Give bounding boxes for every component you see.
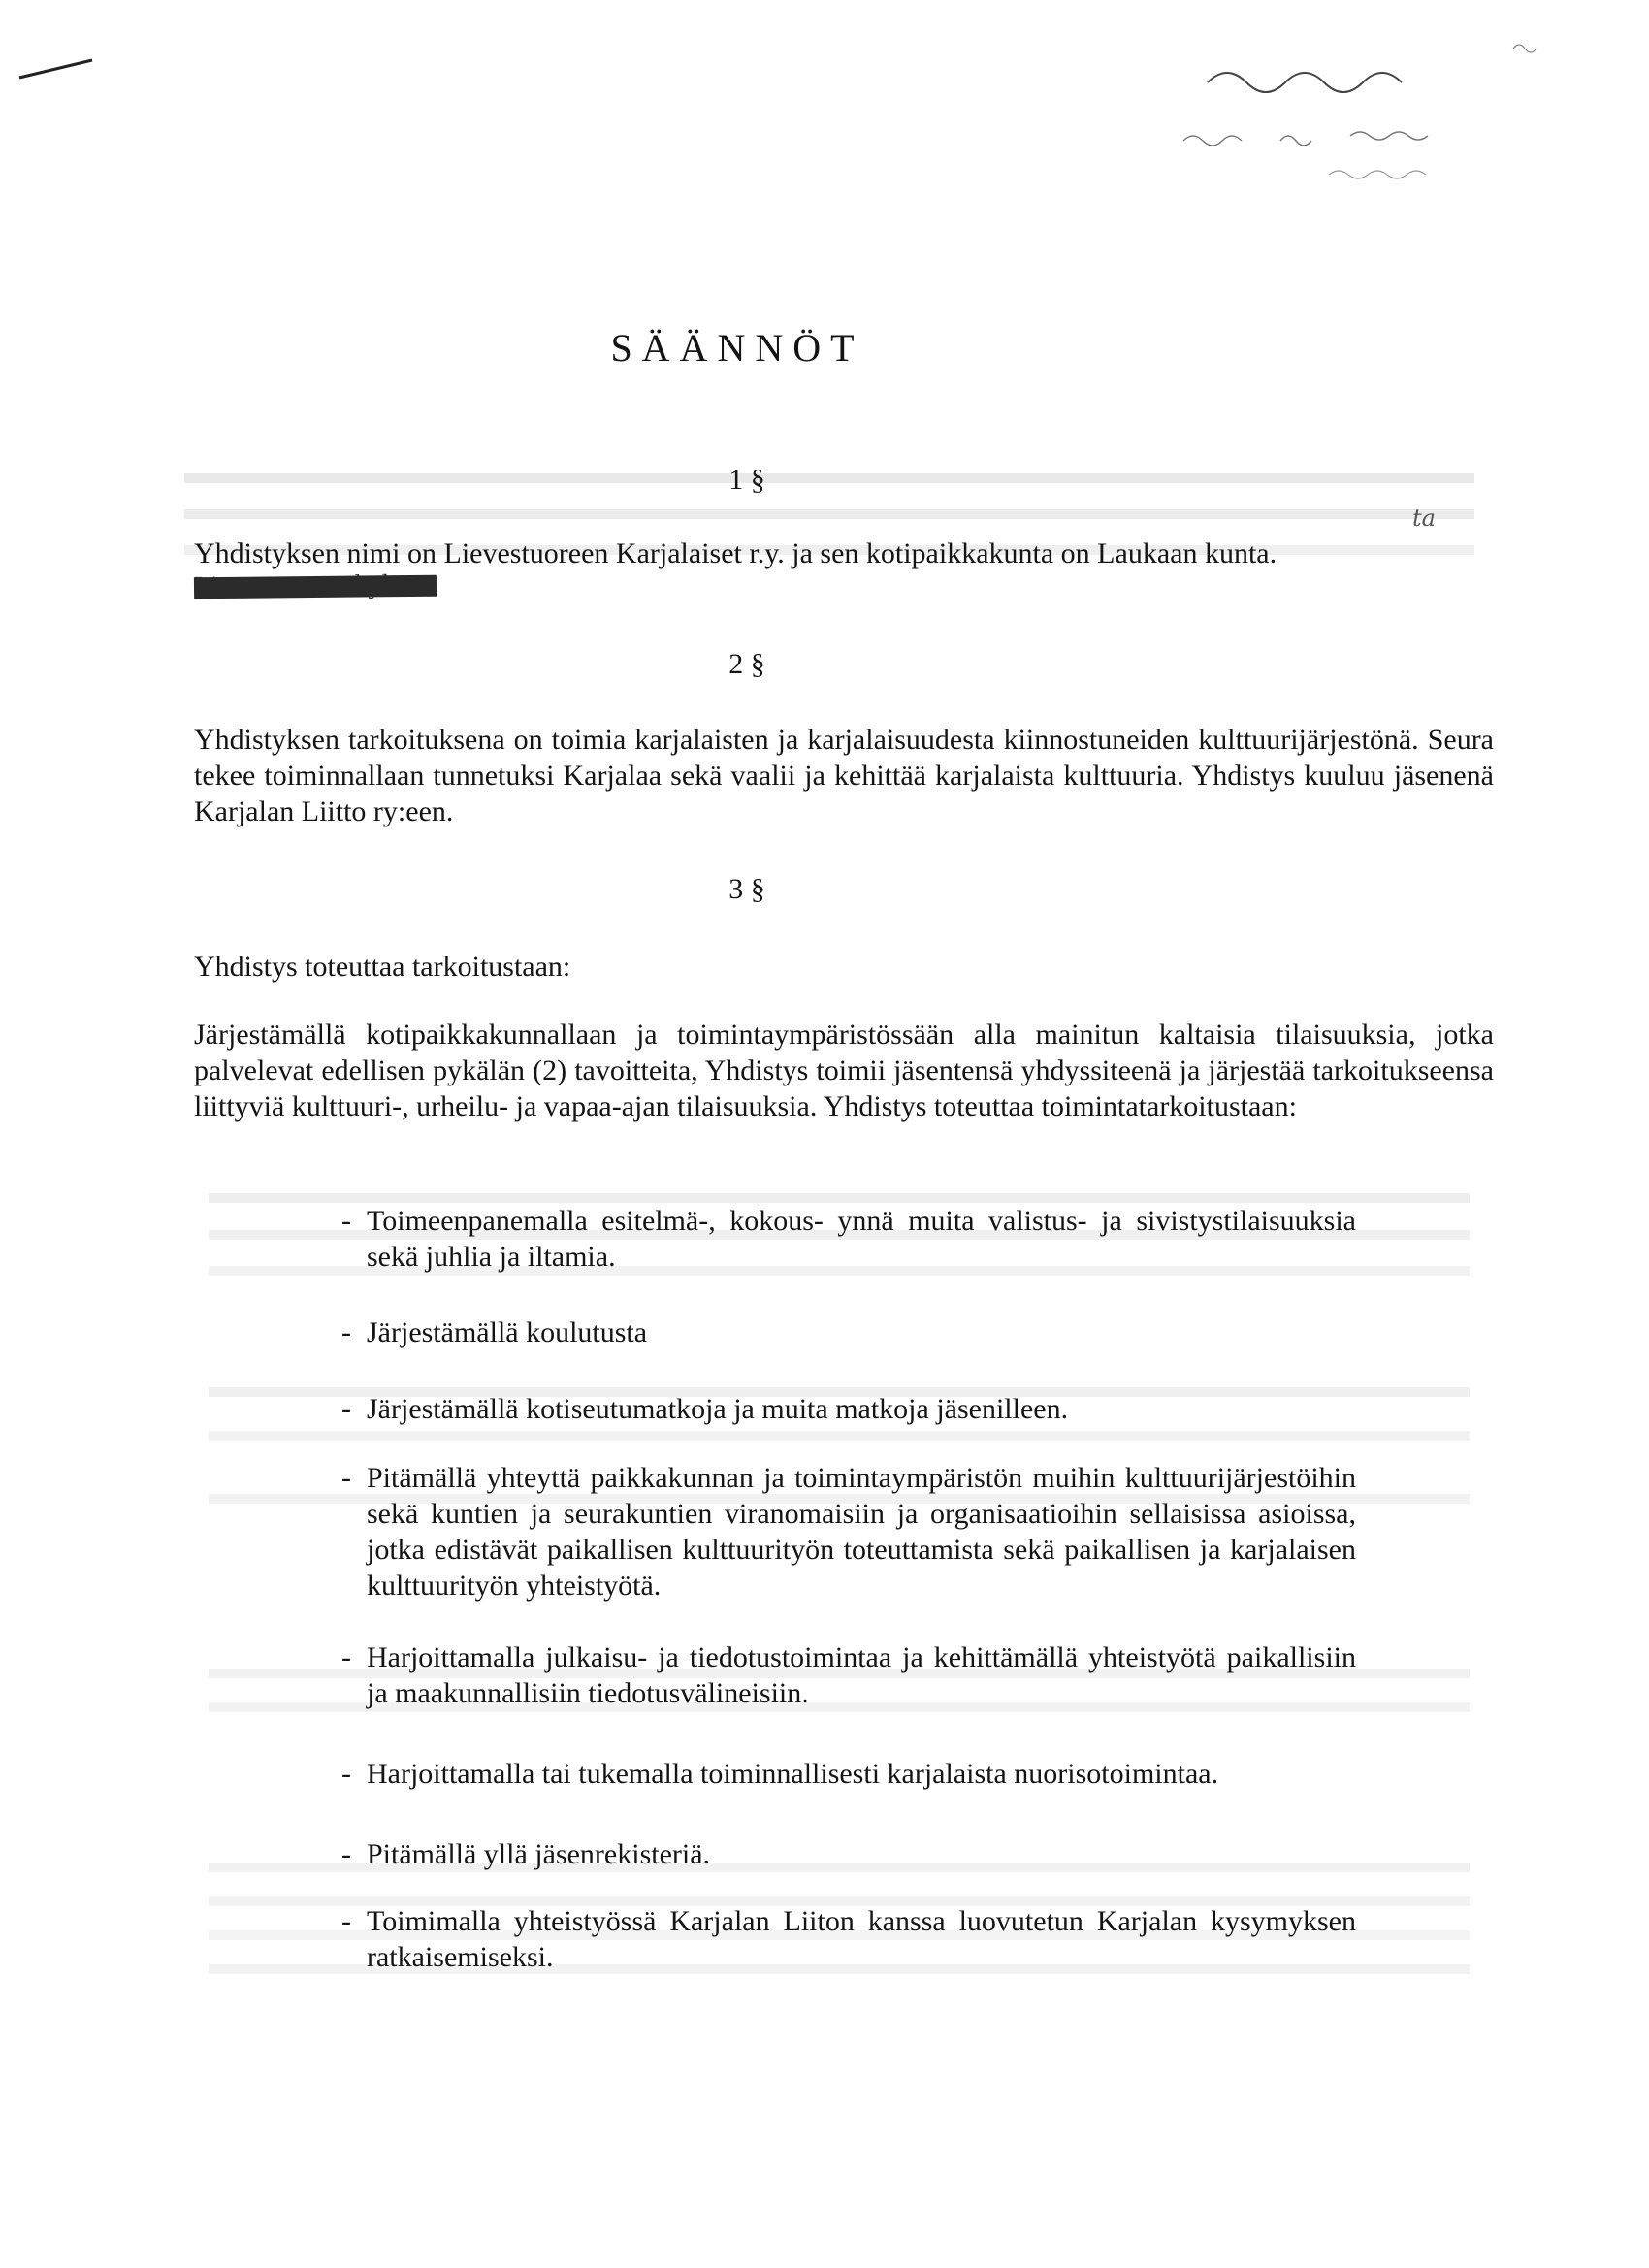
bullet-marker: - xyxy=(341,1205,351,1237)
list-item xyxy=(341,1756,1356,1792)
struck-text-content: Lievestuoreen kylä xyxy=(193,569,402,602)
bullet-marker: - xyxy=(341,1462,351,1494)
section-2-number: 2 § xyxy=(728,648,765,680)
bullet-marker: - xyxy=(341,1758,351,1790)
list-item xyxy=(341,1314,1356,1350)
list-item xyxy=(341,1203,1356,1275)
list-item-text: Toimimalla yhteistyössä Karjalan Liiton kanssa luovutetun Karjalan kysymyksen ratkaisemiseksi. xyxy=(367,1905,1356,1973)
bullet-marker: - xyxy=(341,1393,351,1425)
handwritten-correction: ta xyxy=(1412,504,1436,532)
list-item-text: Järjestämällä kotiseutumatkoja ja muita matkoja jäsenilleen. xyxy=(367,1393,1069,1425)
bullet-marker: - xyxy=(341,1641,351,1673)
bullet-marker: - xyxy=(341,1905,351,1937)
list-item-text: Harjoittamalla julkaisu- ja tiedotustoimintaa ja kehittämällä yhteistyötä paikallisiin ja maakunnallisiin tiedotusvälineisiin. xyxy=(367,1641,1356,1709)
list-item xyxy=(341,1460,1356,1604)
list-item xyxy=(341,1639,1356,1711)
section-1-number: 1 § xyxy=(728,464,765,496)
bullet-marker: - xyxy=(341,1838,351,1870)
list-item xyxy=(341,1836,1356,1872)
section-3-paragraph: Järjestämällä kotipaikkakunnallaan ja toimintaympäristössään alla mainitun kaltaisia tilaisuuksia, jotka palvelevat edellisen pykälän (2) tavoitteita, Yhdistys toimii jäsentensä yhdyssiteenä ja järjestää tarkoitukseensa liittyviä kulttuuri-, urheilu- ja vapaa-ajan tilaisuuksia. Yhdistys toteuttaa toimintatarkoitustaan: xyxy=(194,1019,1494,1122)
section-1-text: Yhdistyksen nimi on Lievestuoreen Karjalaiset r.y. ja sen kotipaikkakunta on Laukaan kunta. xyxy=(194,537,1277,569)
list-item-text: Järjestämällä koulutusta xyxy=(367,1316,648,1348)
section-3-intro: Yhdistys toteuttaa tarkoitustaan: xyxy=(194,951,571,983)
list-item xyxy=(341,1903,1356,1975)
section-2-text: Yhdistyksen tarkoituksena on toimia karjalaisten ja karjalaisuudesta kiinnostuneiden kulttuurijärjestönä. Seura tekee toiminnallaan tunnetuksi Karjalaa sekä vaalii ja kehittää karjalaista kulttuuria. Yhdistys kuuluu jäsenenä Karjalan Liitto ry:een. xyxy=(194,724,1494,827)
struck-text xyxy=(193,569,436,602)
document-title: SÄÄNNÖT xyxy=(610,326,864,370)
list-item-text: Toimeenpanemalla esitelmä-, kokous- ynnä muita valistus- ja sivistystilaisuuksia sekä juhlia ja iltamia. xyxy=(367,1205,1356,1273)
bullet-marker: - xyxy=(341,1316,351,1348)
list-item-text: Harjoittamalla tai tukemalla toiminnallisesti karjalaista nuorisotoimintaa. xyxy=(367,1758,1219,1790)
list-item-text: Pitämällä yhteyttä paikkakunnan ja toimintaympäristön muihin kulttuurijärjestöihin sekä kuntien ja seurakuntien viranomaisiin ja organisaatioihin sellaisissa asioissa, jotka edistävät paikallisen kulttuurityön toteuttamista sekä paikallisen ja karjalaisen kulttuurityön yhteistyötä. xyxy=(367,1462,1356,1602)
section-3-number: 3 § xyxy=(728,873,765,905)
list-item xyxy=(341,1391,1356,1427)
list-item-text: Pitämällä yllä jäsenrekisteriä. xyxy=(367,1838,711,1870)
